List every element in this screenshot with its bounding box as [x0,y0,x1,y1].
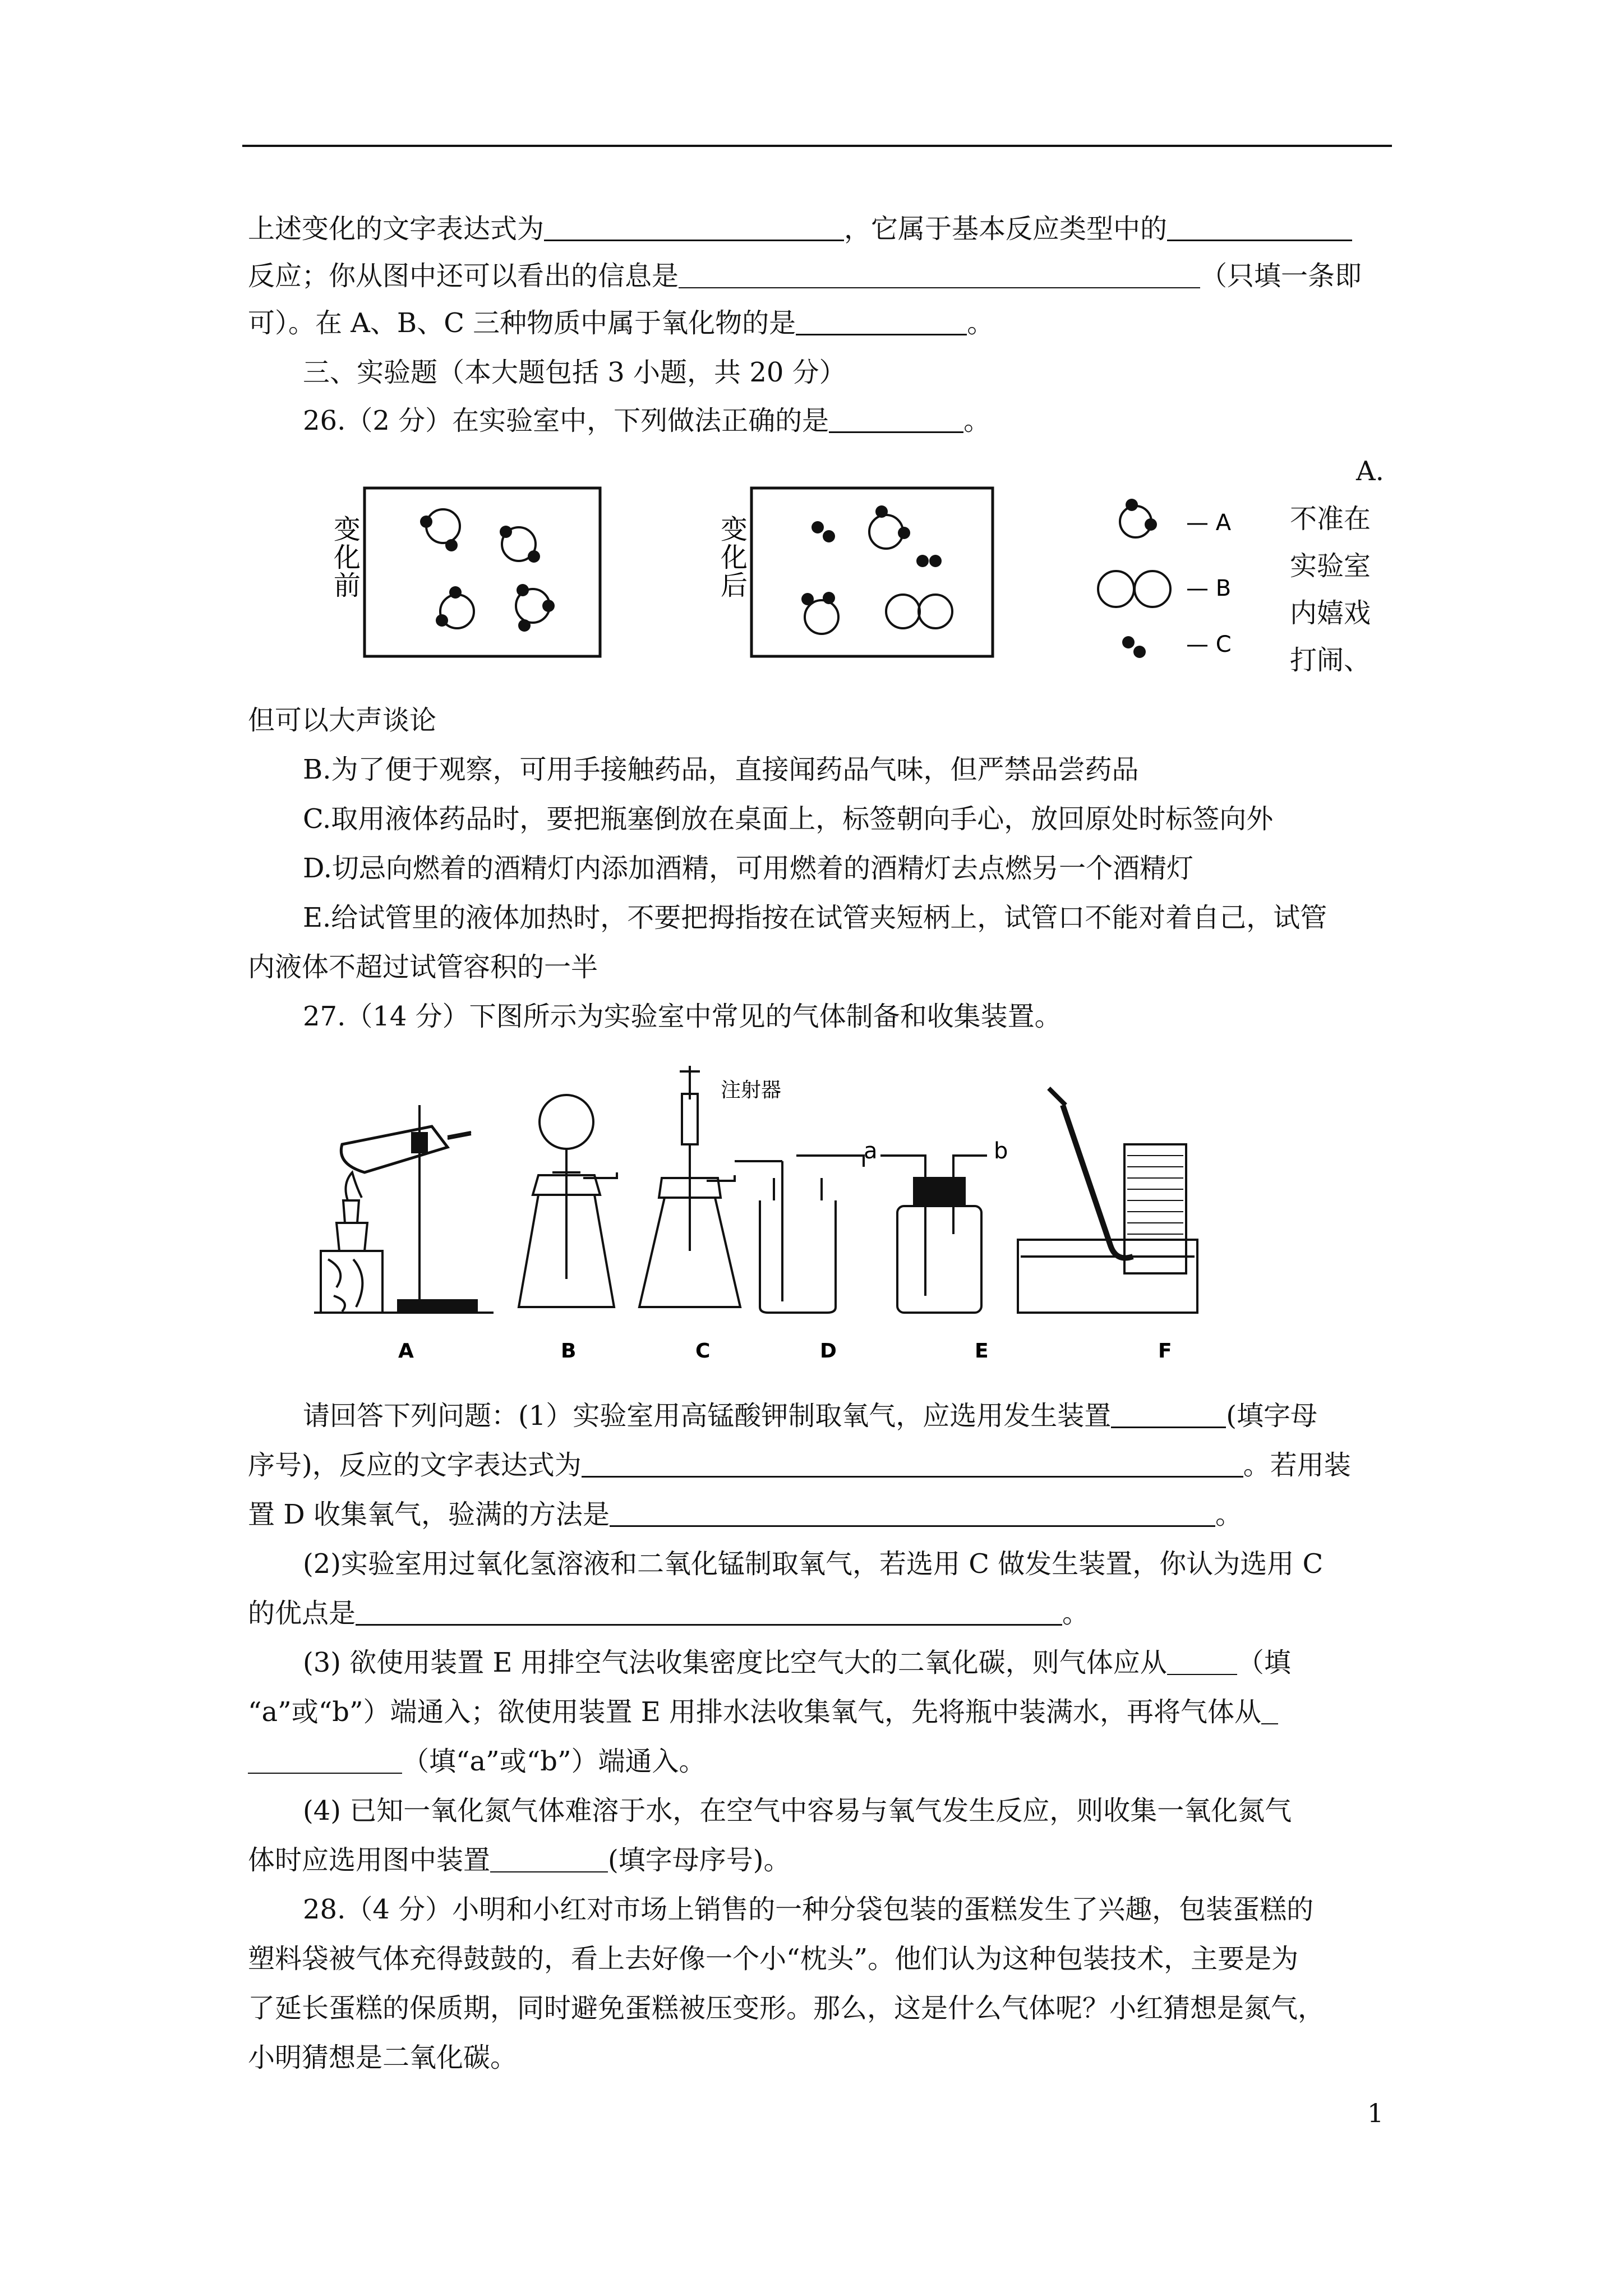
q27-2-line2: 的优点是 。 [248,1598,1090,1629]
gas-apparatus-diagram [303,1066,1290,1369]
answer-blank[interactable] [1167,213,1352,241]
answer-blank[interactable] [582,1449,1243,1478]
answer-blank[interactable] [829,404,963,433]
q27-3-line1: (3) 欲使用装置 E 用排空气法收集密度比空气大的二氧化碳，则气体应从 （填 [303,1647,1291,1678]
before-label-1: 变 [334,514,361,545]
apparatus-label-c: C [695,1340,711,1363]
answer-blank[interactable] [1167,1647,1237,1675]
option-e-1: E.给试管里的液体加热时，不要把拇指按在试管夹短柄上，试管口不能对着自己，试管 [303,902,1327,933]
text-line: 反应；你从图中还可以看出的信息是 （只填一条即 [248,260,1362,292]
q27-3-line3: （填“a”或“b”）端通入。 [248,1745,1403,1778]
apparatus-label-f: F [1158,1340,1172,1363]
question-27: 27.（14 分）下图所示为实验室中常见的气体制备和收集装置。 [303,1001,1062,1032]
port-b-label: b [994,1138,1008,1164]
option-c: C.取用液体药品时，要把瓶塞倒放在桌面上，标签朝向手心，放回原处时标签向外 [303,803,1274,835]
apparatus-label-a: A [398,1340,414,1363]
answer-blank[interactable] [1111,1400,1226,1428]
reaction-molecule-diagram [308,449,1273,696]
answer-blank[interactable] [544,213,844,241]
after-label-1: 变 [721,514,748,545]
option-d: D.切忌向燃着的酒精灯内添加酒精，可用燃着的酒精灯去点燃另一个酒精灯 [303,853,1194,884]
answer-blank[interactable] [610,1498,1215,1527]
answer-blank[interactable] [1261,1696,1278,1724]
apparatus-label-b: B [561,1340,577,1363]
q27-1-line3: 置 D 收集氧气，验满的方法是 。 [248,1499,1243,1530]
header-rule [242,145,1392,147]
legend-b: — B [1186,576,1232,601]
section-heading: 三、实验题（本大题包括 3 小题，共 20 分） [303,357,846,388]
q27-4-line2: 体时应选用图中装置 (填字母序号)。 [248,1844,791,1876]
question-26: 26.（2 分）在实验室中，下列做法正确的是 。 [303,405,991,436]
before-label-3: 前 [334,570,361,601]
answer-blank[interactable] [248,1746,402,1774]
before-box [365,488,600,656]
apparatus-label-d: D [820,1340,837,1363]
q27-2-line1: (2)实验室用过氧化氢溶液和二氧化锰制取氧气，若选用 C 做发生装置，你认为选用 C [303,1548,1324,1580]
legend-a: — A [1186,510,1232,536]
option-b: B.为了便于观察，可用手接触药品，直接闻药品气味，但严禁品尝药品 [303,754,1139,785]
port-a-label: a [864,1138,878,1164]
q27-3-line2: “a”或“b”）端通入；欲使用装置 E 用排水法收集氧气，先将瓶中装满水，再将气体从 [248,1695,1403,1729]
after-label-3: 后 [721,570,748,601]
page-number: 1 [1367,2098,1384,2128]
question-28-line2: 塑料袋被气体充得鼓鼓的，看上去好像一个小“枕头”。他们认为这种包装技术，主要是为 [248,1943,1299,1975]
q27-4-line1: (4) 已知一氧化氮气体难溶于水，在空气中容易与氧气发生反应，则收集一氧化氮气 [303,1795,1292,1826]
q27-1-line2: 序号)，反应的文字表达式为 。若用装 [248,1450,1351,1481]
after-label-2: 化 [721,542,748,573]
option-a-head: A. [1356,455,1384,487]
syringe-label: 注射器 [721,1079,782,1102]
answer-blank[interactable] [356,1597,1062,1626]
before-label-2: 化 [334,542,361,573]
option-a-side: 不准在 实验室 内嬉戏 打闹、 [1290,503,1371,676]
after-box [751,488,993,656]
apparatus-label-e: E [975,1340,989,1363]
option-e-2: 内液体不超过试管容积的一半 [248,951,598,983]
answer-blank[interactable] [490,1844,608,1872]
answer-blank[interactable] [679,260,1200,288]
question-28-line1: 28.（4 分）小明和小红对市场上销售的一种分袋包装的蛋糕发生了兴趣，包装蛋糕的 [303,1894,1314,1925]
question-28-line4: 小明猜想是二氧化碳。 [248,2042,518,2073]
q27-1-line1: 请回答下列问题：(1）实验室用高锰酸钾制取氧气，应选用发生装置 (填字母 [303,1400,1318,1432]
text-line: 可）。在 A、B、C 三种物质中属于氧化物的是 。 [248,307,994,339]
question-28-line3: 了延长蛋糕的保质期，同时避免蛋糕被压变形。那么，这是什么气体呢？小红猜想是氮气， [248,1993,1325,2024]
answer-blank[interactable] [796,307,967,335]
option-a-tail: 但可以大声谈论 [248,705,437,736]
text-line: 上述变化的文字表达式为 ，它属于基本反应类型中的 [248,212,1403,246]
legend-c: — C [1186,632,1232,657]
